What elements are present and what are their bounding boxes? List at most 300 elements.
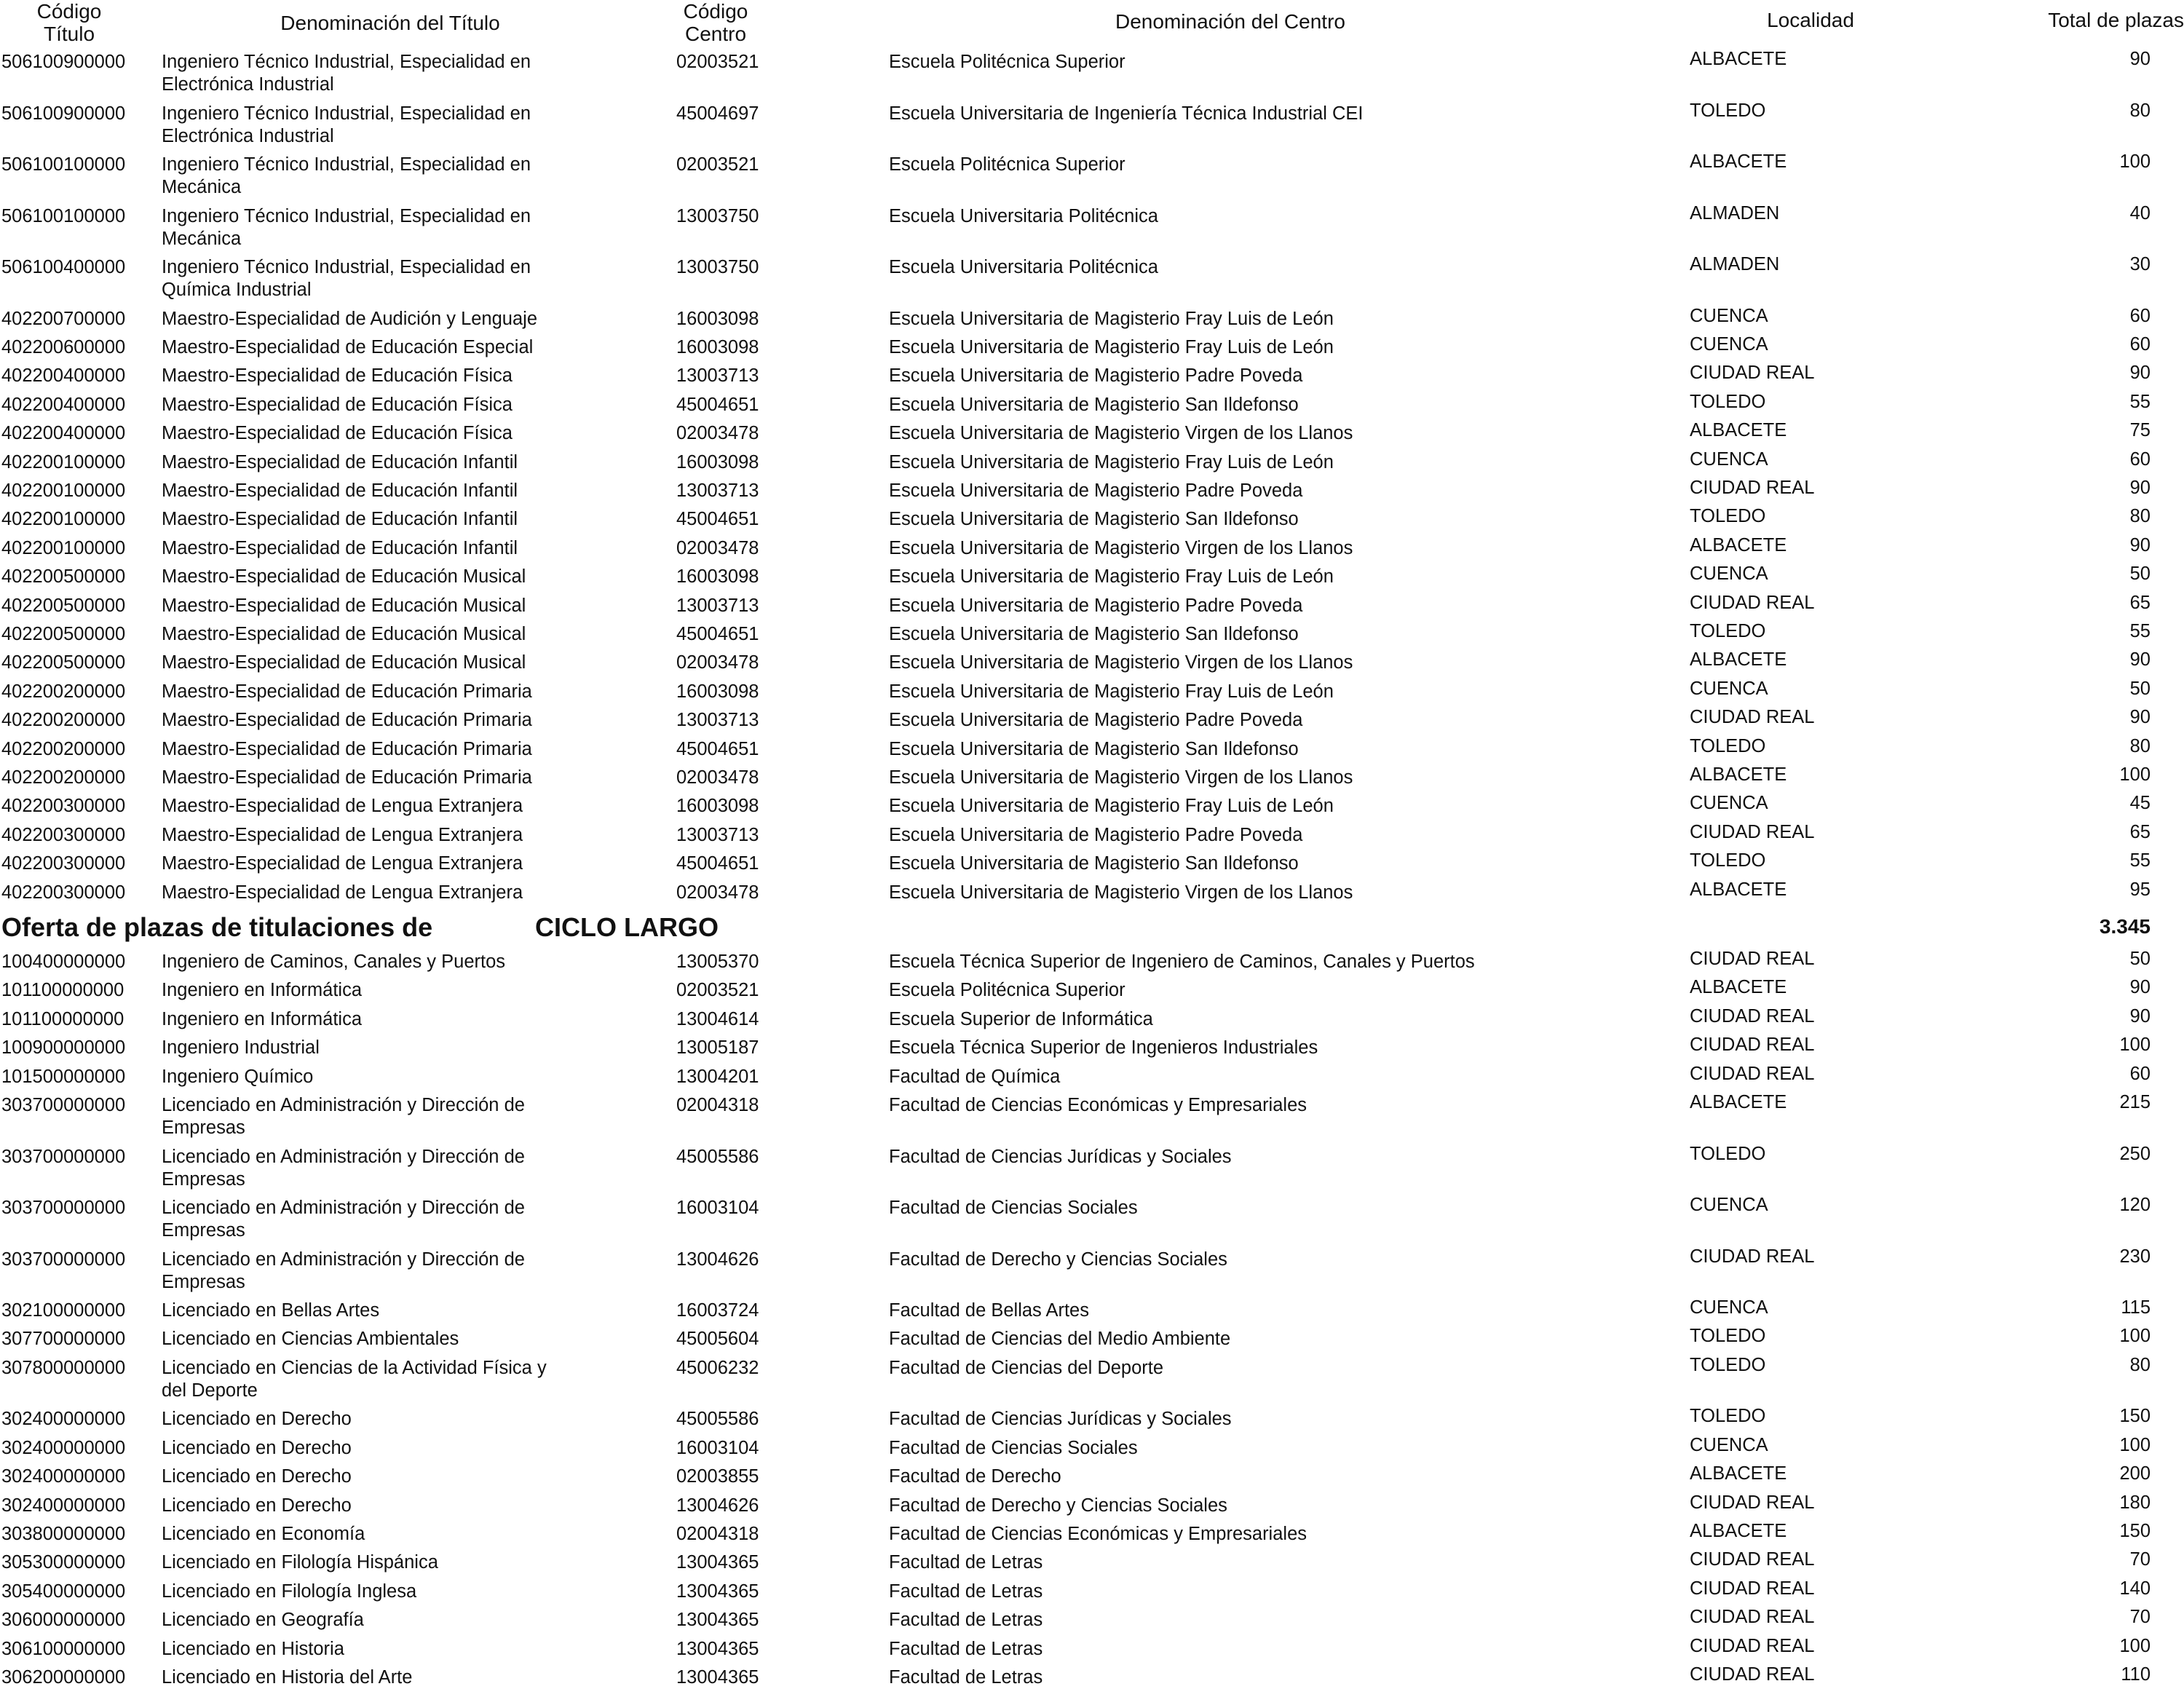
cell-localidad: ALBACETE (1690, 1520, 1787, 1541)
cell-denominacion-titulo: Licenciado en Bellas Artes (162, 1300, 380, 1321)
cell-codigo-centro: 13004201 (676, 1066, 759, 1087)
cell-codigo-titulo: 402200400000 (1, 423, 126, 444)
cell-codigo-titulo: 402200100000 (1, 509, 126, 530)
cell-denominacion-titulo: Maestro-Especialidad de Educación Física (162, 365, 513, 387)
cell-denominacion-centro: Escuela Universitaria de Magisterio Fray Luis de León (889, 681, 1334, 702)
cell-denominacion-titulo: Maestro-Especialidad de Lengua Extranjera (162, 882, 523, 903)
cell-localidad: CIUDAD REAL (1690, 592, 1815, 613)
cell-total-plazas: 30 (2129, 254, 2151, 274)
cell-localidad: TOLEDO (1690, 1143, 1766, 1164)
cell-codigo-centro: 13005370 (676, 952, 759, 972)
cell-denominacion-centro: Escuela Universitaria de Magisterio San Ildefonso (889, 853, 1299, 874)
cell-codigo-titulo: 307800000000 (1, 1357, 126, 1378)
cell-denominacion-titulo: Maestro-Especialidad de Educación Musical (162, 595, 526, 616)
cell-denominacion-titulo: Licenciado en Derecho (162, 1409, 352, 1430)
cell-localidad: ALBACETE (1690, 1463, 1787, 1484)
cell-localidad: CIUDAD REAL (1690, 707, 1815, 728)
cell-denominacion-centro: Facultad de Química (889, 1066, 1061, 1087)
cell-codigo-centro: 02004318 (676, 1523, 759, 1544)
cell-codigo-titulo: 402200500000 (1, 623, 126, 644)
cell-denominacion-titulo: Maestro-Especialidad de Educación Física (162, 394, 513, 415)
cell-denominacion-centro: Facultad de Ciencias del Medio Ambiente (889, 1329, 1231, 1350)
cell-codigo-centro: 13003713 (676, 365, 759, 387)
cell-localidad: CIUDAD REAL (1690, 1246, 1815, 1267)
cell-denominacion-centro: Escuela Universitaria de Magisterio Fray Luis de León (889, 308, 1334, 329)
cell-denominacion-centro: Facultad de Ciencias del Deporte (889, 1357, 1164, 1378)
cell-codigo-centro: 13003713 (676, 480, 759, 501)
cell-localidad: CUENCA (1690, 1195, 1768, 1215)
cell-denominacion-titulo: Licenciado en Historia (162, 1638, 344, 1659)
cell-denominacion-centro: Facultad de Letras (889, 1666, 1043, 1688)
cell-denominacion-centro: Escuela Politécnica Superior (889, 154, 1125, 175)
cell-denominacion-titulo: Maestro-Especialidad de Educación Musical (162, 566, 526, 588)
cell-denominacion-titulo: Ingeniero Técnico Industrial, Especialidad en Mecánica (162, 154, 531, 197)
cell-codigo-titulo: 100900000000 (1, 1037, 126, 1059)
cell-denominacion-centro: Escuela Universitaria de Magisterio Virgen de los Llanos (889, 767, 1353, 788)
cell-total-plazas: 65 (2129, 592, 2151, 613)
cell-codigo-titulo: 506100400000 (1, 257, 126, 277)
cell-codigo-titulo: 306200000000 (1, 1666, 126, 1688)
cell-total-plazas: 80 (2129, 100, 2151, 121)
cell-codigo-titulo: 402200400000 (1, 394, 126, 415)
cell-total-plazas: 115 (2121, 1297, 2151, 1318)
cell-total-plazas: 95 (2129, 879, 2151, 900)
cell-localidad: TOLEDO (1690, 1326, 1766, 1347)
cell-localidad: TOLEDO (1690, 735, 1766, 756)
cell-denominacion-titulo: Licenciado en Derecho (162, 1495, 352, 1516)
section-heading (0, 912, 2184, 944)
cell-codigo-centro: 02003478 (676, 767, 759, 788)
cell-codigo-titulo: 402200600000 (1, 336, 126, 357)
cell-denominacion-centro: Escuela Universitaria de Magisterio San Ildefonso (889, 623, 1299, 644)
cell-codigo-titulo: 306000000000 (1, 1610, 126, 1631)
cell-codigo-titulo: 402200300000 (1, 882, 126, 903)
cell-denominacion-centro: Escuela Universitaria de Magisterio San Ildefonso (889, 394, 1299, 415)
cell-codigo-centro: 16003098 (676, 308, 759, 329)
cell-denominacion-titulo: Licenciado en Administración y Dirección de Empresas (162, 1146, 525, 1190)
cell-codigo-centro: 13004365 (676, 1666, 759, 1688)
cell-codigo-centro: 13003713 (676, 595, 759, 616)
cell-denominacion-titulo: Licenciado en Administración y Dirección de Empresas (162, 1249, 525, 1292)
cell-total-plazas: 150 (2119, 1520, 2151, 1541)
cell-total-plazas: 100 (2119, 1635, 2151, 1656)
cell-localidad: CIUDAD REAL (1690, 1607, 1815, 1628)
cell-codigo-centro: 13003750 (676, 205, 759, 226)
cell-codigo-centro: 45006232 (676, 1357, 759, 1378)
header-codigo-centro-line1: Código (683, 0, 748, 23)
cell-denominacion-titulo: Maestro-Especialidad de Audición y Lenguaje (162, 308, 538, 329)
cell-denominacion-centro: Facultad de Letras (889, 1610, 1043, 1631)
cell-denominacion-centro: Escuela Técnica Superior de Ingeniero de Caminos, Canales y Puertos (889, 952, 1475, 972)
cell-total-plazas: 65 (2129, 821, 2151, 842)
cell-codigo-titulo: 101500000000 (1, 1066, 126, 1087)
cell-codigo-titulo: 402200200000 (1, 767, 126, 788)
cell-localidad: ALBACETE (1690, 649, 1787, 671)
cell-denominacion-centro: Facultad de Ciencias Económicas y Empresariales (889, 1095, 1307, 1115)
cell-denominacion-titulo: Maestro-Especialidad de Educación Primaria (162, 681, 532, 702)
section-cycle: CICLO LARGO (535, 912, 719, 942)
cell-codigo-centro: 45005586 (676, 1409, 759, 1430)
cell-localidad: CIUDAD REAL (1690, 1578, 1815, 1599)
cell-denominacion-centro: Facultad de Ciencias Jurídicas y Sociales (889, 1146, 1232, 1167)
cell-denominacion-centro: Escuela Universitaria Politécnica (889, 257, 1158, 277)
cell-codigo-titulo: 303800000000 (1, 1523, 126, 1544)
cell-total-plazas: 60 (2129, 1063, 2151, 1084)
cell-codigo-titulo: 402200100000 (1, 480, 126, 501)
cell-localidad: CIUDAD REAL (1690, 1035, 1815, 1056)
cell-codigo-titulo: 303700000000 (1, 1198, 126, 1218)
cell-total-plazas: 90 (2129, 534, 2151, 555)
cell-localidad: CUENCA (1690, 678, 1768, 699)
cell-codigo-centro: 16003724 (676, 1300, 759, 1321)
cell-codigo-titulo: 402200200000 (1, 681, 126, 702)
cell-total-plazas: 80 (2129, 506, 2151, 527)
cell-codigo-centro: 45005604 (676, 1329, 759, 1350)
cell-codigo-centro: 13004365 (676, 1552, 759, 1573)
cell-localidad: ALBACETE (1690, 764, 1787, 785)
cell-denominacion-titulo: Ingeniero Técnico Industrial, Especialidad en Electrónica Industrial (162, 52, 531, 95)
cell-denominacion-centro: Escuela Politécnica Superior (889, 980, 1125, 1001)
cell-localidad: CIUDAD REAL (1690, 1635, 1815, 1656)
cell-total-plazas: 50 (2129, 949, 2151, 969)
cell-denominacion-titulo: Maestro-Especialidad de Educación Infantil (162, 509, 518, 530)
cell-total-plazas: 90 (2129, 649, 2151, 671)
cell-codigo-titulo: 305400000000 (1, 1581, 126, 1602)
cell-total-plazas: 100 (2119, 1434, 2151, 1455)
cell-codigo-titulo: 402200300000 (1, 853, 126, 874)
cell-codigo-centro: 45004651 (676, 853, 759, 874)
cell-codigo-centro: 02003521 (676, 154, 759, 175)
cell-denominacion-titulo: Licenciado en Filología Inglesa (162, 1581, 417, 1602)
cell-codigo-titulo: 506100100000 (1, 205, 126, 226)
cell-denominacion-titulo: Maestro-Especialidad de Educación Infantil (162, 480, 518, 501)
cell-codigo-centro: 13005187 (676, 1037, 759, 1059)
cell-localidad: CIUDAD REAL (1690, 477, 1815, 498)
cell-denominacion-titulo: Ingeniero Técnico Industrial, Especialidad en Electrónica Industrial (162, 103, 531, 146)
cell-total-plazas: 70 (2129, 1607, 2151, 1628)
cell-codigo-centro: 45005586 (676, 1146, 759, 1167)
cell-denominacion-titulo: Maestro-Especialidad de Lengua Extranjera (162, 796, 523, 817)
cell-total-plazas: 45 (2129, 793, 2151, 814)
cell-denominacion-centro: Escuela Universitaria de Magisterio Fray Luis de León (889, 566, 1334, 588)
cell-denominacion-titulo: Maestro-Especialidad de Educación Musical (162, 652, 526, 673)
cell-codigo-titulo: 402200300000 (1, 796, 126, 817)
cell-denominacion-centro: Escuela Universitaria de Magisterio San Ildefonso (889, 509, 1299, 530)
cell-codigo-titulo: 402200100000 (1, 537, 126, 558)
cell-localidad: CIUDAD REAL (1690, 1664, 1815, 1685)
cell-total-plazas: 230 (2119, 1246, 2151, 1267)
cell-total-plazas: 100 (2119, 1035, 2151, 1056)
cell-total-plazas: 40 (2129, 202, 2151, 224)
cell-denominacion-centro: Escuela Politécnica Superior (889, 52, 1125, 72)
cell-localidad: ALBACETE (1690, 534, 1787, 555)
cell-total-plazas: 150 (2119, 1406, 2151, 1427)
cell-localidad: ALBACETE (1690, 151, 1787, 172)
cell-total-plazas: 80 (2129, 735, 2151, 756)
cell-total-plazas: 90 (2129, 707, 2151, 728)
cell-total-plazas: 50 (2129, 563, 2151, 585)
cell-total-plazas: 140 (2119, 1578, 2151, 1599)
cell-codigo-centro: 02003521 (676, 980, 759, 1001)
cell-localidad: TOLEDO (1690, 620, 1766, 641)
cell-codigo-centro: 13004365 (676, 1638, 759, 1659)
cell-denominacion-titulo: Ingeniero de Caminos, Canales y Puertos (162, 952, 506, 972)
cell-denominacion-titulo: Licenciado en Derecho (162, 1437, 352, 1458)
cell-codigo-centro: 13004365 (676, 1610, 759, 1631)
cell-codigo-titulo: 305300000000 (1, 1552, 126, 1573)
cell-codigo-titulo: 101100000000 (1, 1008, 124, 1029)
cell-denominacion-centro: Escuela Universitaria de Magisterio Padre Poveda (889, 710, 1303, 731)
cell-codigo-titulo: 402200500000 (1, 595, 126, 616)
cell-denominacion-centro: Escuela Universitaria de Magisterio Padre Poveda (889, 365, 1303, 387)
cell-total-plazas: 100 (2119, 151, 2151, 172)
cell-localidad: CUENCA (1690, 305, 1768, 326)
cell-denominacion-centro: Escuela Universitaria de Magisterio Padre Poveda (889, 480, 1303, 501)
cell-localidad: CUENCA (1690, 1297, 1768, 1318)
cell-codigo-centro: 02003521 (676, 52, 759, 72)
cell-denominacion-centro: Escuela Universitaria Politécnica (889, 205, 1158, 226)
cell-total-plazas: 250 (2119, 1143, 2151, 1164)
cell-codigo-titulo: 302400000000 (1, 1437, 126, 1458)
cell-localidad: ALMADEN (1690, 254, 1780, 274)
cell-codigo-centro: 45004651 (676, 738, 759, 759)
cell-codigo-centro: 16003104 (676, 1198, 759, 1218)
cell-codigo-centro: 45004697 (676, 103, 759, 124)
cell-total-plazas: 215 (2119, 1092, 2151, 1112)
cell-denominacion-centro: Escuela Universitaria de Magisterio Fray Luis de León (889, 796, 1334, 817)
cell-localidad: CUENCA (1690, 793, 1768, 814)
cell-codigo-titulo: 402200700000 (1, 308, 126, 329)
cell-codigo-centro: 13004626 (676, 1249, 759, 1270)
cell-localidad: CIUDAD REAL (1690, 1492, 1815, 1513)
cell-total-plazas: 90 (2129, 977, 2151, 998)
cell-denominacion-centro: Escuela Universitaria de Magisterio Virgen de los Llanos (889, 537, 1353, 558)
cell-codigo-centro: 16003104 (676, 1437, 759, 1458)
cell-total-plazas: 120 (2119, 1195, 2151, 1215)
cell-total-plazas: 55 (2129, 850, 2151, 871)
cell-total-plazas: 180 (2119, 1492, 2151, 1513)
cell-codigo-centro: 02003478 (676, 652, 759, 673)
header-codigo-centro-line2: Centro (684, 23, 747, 45)
cell-localidad: ALBACETE (1690, 49, 1787, 69)
cell-codigo-titulo: 101100000000 (1, 980, 124, 1001)
cell-localidad: CIUDAD REAL (1690, 1549, 1815, 1570)
cell-total-plazas: 100 (2119, 1326, 2151, 1347)
cell-denominacion-titulo: Maestro-Especialidad de Educación Primaria (162, 738, 532, 759)
cell-localidad: CIUDAD REAL (1690, 821, 1815, 842)
cell-denominacion-titulo: Maestro-Especialidad de Educación Infantil (162, 451, 518, 472)
cell-denominacion-titulo: Ingeniero Técnico Industrial, Especialidad en Mecánica (162, 205, 531, 249)
cell-denominacion-centro: Facultad de Letras (889, 1638, 1043, 1659)
cell-denominacion-centro: Escuela Superior de Informática (889, 1008, 1153, 1029)
cell-localidad: ALBACETE (1690, 879, 1787, 900)
cell-denominacion-titulo: Maestro-Especialidad de Lengua Extranjera (162, 824, 523, 845)
cell-denominacion-centro: Escuela Universitaria de Magisterio Fray Luis de León (889, 451, 1334, 472)
cell-codigo-titulo: 303700000000 (1, 1095, 126, 1115)
header-denominacion-titulo: Denominación del Título (280, 12, 500, 34)
cell-localidad: TOLEDO (1690, 1354, 1766, 1375)
cell-denominacion-titulo: Licenciado en Historia del Arte (162, 1666, 413, 1688)
cell-total-plazas: 70 (2129, 1549, 2151, 1570)
header-codigo-centro (665, 0, 767, 45)
cell-codigo-centro: 16003098 (676, 796, 759, 817)
cell-codigo-titulo: 506100100000 (1, 154, 126, 175)
cell-localidad: ALBACETE (1690, 1092, 1787, 1112)
cell-codigo-titulo: 506100900000 (1, 103, 126, 124)
cell-denominacion-titulo: Maestro-Especialidad de Educación Primaria (162, 710, 532, 731)
cell-total-plazas: 75 (2129, 420, 2151, 441)
section-total: 3.345 (2099, 915, 2151, 938)
cell-localidad: CUENCA (1690, 563, 1768, 585)
cell-denominacion-centro: Facultad de Derecho y Ciencias Sociales (889, 1249, 1227, 1270)
cell-denominacion-centro: Escuela Universitaria de Magisterio Virgen de los Llanos (889, 882, 1353, 903)
cell-denominacion-centro: Escuela Universitaria de Magisterio Fray Luis de León (889, 336, 1334, 357)
cell-denominacion-centro: Facultad de Derecho (889, 1466, 1061, 1487)
cell-denominacion-titulo: Ingeniero Químico (162, 1066, 314, 1087)
cell-codigo-titulo: 306100000000 (1, 1638, 126, 1659)
cell-codigo-centro: 13003713 (676, 710, 759, 731)
cell-total-plazas: 60 (2129, 333, 2151, 355)
cell-localidad: TOLEDO (1690, 1406, 1766, 1427)
header-codigo-titulo (22, 0, 116, 45)
cell-denominacion-titulo: Maestro-Especialidad de Educación Especial (162, 336, 534, 357)
cell-denominacion-centro: Escuela Universitaria de Magisterio Padre Poveda (889, 595, 1303, 616)
cell-codigo-titulo: 302400000000 (1, 1466, 126, 1487)
cell-localidad: CIUDAD REAL (1690, 949, 1815, 969)
cell-codigo-titulo: 302400000000 (1, 1409, 126, 1430)
cell-codigo-centro: 13004365 (676, 1581, 759, 1602)
cell-localidad: TOLEDO (1690, 100, 1766, 121)
cell-denominacion-centro: Escuela Universitaria de Magisterio Virgen de los Llanos (889, 652, 1353, 673)
cell-codigo-titulo: 402200200000 (1, 738, 126, 759)
cell-denominacion-titulo: Maestro-Especialidad de Educación Física (162, 423, 513, 444)
cell-denominacion-centro: Facultad de Letras (889, 1581, 1043, 1602)
cell-codigo-titulo: 402200500000 (1, 652, 126, 673)
cell-localidad: CIUDAD REAL (1690, 1063, 1815, 1084)
cell-denominacion-titulo: Maestro-Especialidad de Educación Primaria (162, 767, 532, 788)
cell-denominacion-titulo: Ingeniero en Informática (162, 980, 362, 1001)
cell-total-plazas: 90 (2129, 363, 2151, 384)
cell-localidad: TOLEDO (1690, 506, 1766, 527)
cell-denominacion-centro: Facultad de Ciencias Económicas y Empresariales (889, 1523, 1307, 1544)
cell-denominacion-centro: Facultad de Ciencias Jurídicas y Sociales (889, 1409, 1232, 1430)
cell-total-plazas: 110 (2121, 1664, 2151, 1685)
cell-total-plazas: 55 (2129, 620, 2151, 641)
cell-denominacion-titulo: Licenciado en Ciencias Ambientales (162, 1329, 459, 1350)
cell-denominacion-centro: Escuela Técnica Superior de Ingenieros Industriales (889, 1037, 1318, 1059)
cell-localidad: CIUDAD REAL (1690, 1005, 1815, 1027)
cell-denominacion-titulo: Maestro-Especialidad de Educación Infantil (162, 537, 518, 558)
cell-codigo-centro: 45004651 (676, 394, 759, 415)
cell-denominacion-titulo: Licenciado en Filología Hispánica (162, 1552, 438, 1573)
cell-codigo-centro: 13004614 (676, 1008, 759, 1029)
cell-codigo-centro: 16003098 (676, 566, 759, 588)
cell-codigo-centro: 02003478 (676, 537, 759, 558)
cell-total-plazas: 55 (2129, 391, 2151, 412)
cell-codigo-centro: 13004626 (676, 1495, 759, 1516)
cell-codigo-centro: 16003098 (676, 336, 759, 357)
cell-localidad: CUENCA (1690, 1434, 1768, 1455)
header-codigo-titulo-line1: Código (36, 0, 102, 23)
cell-denominacion-centro: Facultad de Bellas Artes (889, 1300, 1089, 1321)
cell-codigo-titulo: 303700000000 (1, 1146, 126, 1167)
cell-total-plazas: 60 (2129, 448, 2151, 470)
header-localidad: Localidad (1767, 9, 1854, 31)
cell-denominacion-titulo: Ingeniero Técnico Industrial, Especialidad en Química Industrial (162, 257, 531, 300)
cell-denominacion-centro: Escuela Universitaria de Ingeniería Técnica Industrial CEI (889, 103, 1364, 124)
cell-denominacion-centro: Facultad de Ciencias Sociales (889, 1437, 1138, 1458)
cell-denominacion-titulo: Licenciado en Derecho (162, 1466, 352, 1487)
cell-codigo-titulo: 302100000000 (1, 1300, 126, 1321)
cell-denominacion-titulo: Maestro-Especialidad de Educación Musical (162, 623, 526, 644)
cell-codigo-centro: 13003750 (676, 257, 759, 277)
cell-denominacion-titulo: Licenciado en Administración y Dirección de Empresas (162, 1095, 525, 1138)
cell-codigo-titulo: 100400000000 (1, 952, 126, 972)
cell-denominacion-titulo: Ingeniero en Informática (162, 1008, 362, 1029)
cell-codigo-titulo: 302400000000 (1, 1495, 126, 1516)
cell-denominacion-centro: Escuela Universitaria de Magisterio Virgen de los Llanos (889, 423, 1353, 444)
cell-codigo-titulo: 506100900000 (1, 52, 126, 72)
header-total-plazas: Total de plazas (2048, 9, 2184, 31)
cell-codigo-centro: 16003098 (676, 681, 759, 702)
cell-codigo-centro: 02003478 (676, 882, 759, 903)
cell-localidad: CUENCA (1690, 333, 1768, 355)
cell-total-plazas: 60 (2129, 305, 2151, 326)
cell-codigo-titulo: 402200300000 (1, 824, 126, 845)
cell-codigo-centro: 02004318 (676, 1095, 759, 1115)
cell-total-plazas: 50 (2129, 678, 2151, 699)
cell-denominacion-titulo: Licenciado en Geografía (162, 1610, 364, 1631)
cell-denominacion-titulo: Ingeniero Industrial (162, 1037, 320, 1059)
cell-total-plazas: 200 (2119, 1463, 2151, 1484)
cell-total-plazas: 80 (2129, 1354, 2151, 1375)
cell-total-plazas: 90 (2129, 49, 2151, 69)
cell-codigo-titulo: 402200100000 (1, 451, 126, 472)
cell-codigo-titulo: 303700000000 (1, 1249, 126, 1270)
cell-denominacion-centro: Escuela Universitaria de Magisterio San Ildefonso (889, 738, 1299, 759)
cell-codigo-centro: 45004651 (676, 509, 759, 530)
header-codigo-titulo-line2: Título (43, 23, 95, 45)
cell-denominacion-titulo: Licenciado en Administración y Dirección de Empresas (162, 1198, 525, 1241)
cell-total-plazas: 90 (2129, 477, 2151, 498)
cell-denominacion-centro: Facultad de Derecho y Ciencias Sociales (889, 1495, 1227, 1516)
cell-denominacion-titulo: Maestro-Especialidad de Lengua Extranjera (162, 853, 523, 874)
cell-codigo-titulo: 402200500000 (1, 566, 126, 588)
cell-codigo-centro: 13003713 (676, 824, 759, 845)
cell-codigo-centro: 45004651 (676, 623, 759, 644)
cell-total-plazas: 90 (2129, 1005, 2151, 1027)
cell-denominacion-centro: Facultad de Letras (889, 1552, 1043, 1573)
cell-denominacion-centro: Facultad de Ciencias Sociales (889, 1198, 1138, 1218)
cell-codigo-titulo: 402200400000 (1, 365, 126, 387)
cell-total-plazas: 100 (2119, 764, 2151, 785)
cell-localidad: TOLEDO (1690, 391, 1766, 412)
cell-denominacion-titulo: Licenciado en Ciencias de la Actividad Física y del Deporte (162, 1357, 547, 1401)
cell-denominacion-titulo: Licenciado en Economía (162, 1523, 365, 1544)
section-label: Oferta de plazas de titulaciones de (1, 912, 433, 942)
cell-codigo-centro: 16003098 (676, 451, 759, 472)
header-denominacion-centro: Denominación del Centro (1115, 10, 1345, 33)
cell-codigo-centro: 02003478 (676, 423, 759, 444)
cell-codigo-centro: 02003855 (676, 1466, 759, 1487)
cell-localidad: TOLEDO (1690, 850, 1766, 871)
cell-codigo-titulo: 402200200000 (1, 710, 126, 731)
cell-localidad: ALBACETE (1690, 420, 1787, 441)
cell-codigo-titulo: 307700000000 (1, 1329, 126, 1350)
cell-denominacion-centro: Escuela Universitaria de Magisterio Padre Poveda (889, 824, 1303, 845)
cell-localidad: ALMADEN (1690, 202, 1780, 224)
cell-localidad: CIUDAD REAL (1690, 363, 1815, 384)
